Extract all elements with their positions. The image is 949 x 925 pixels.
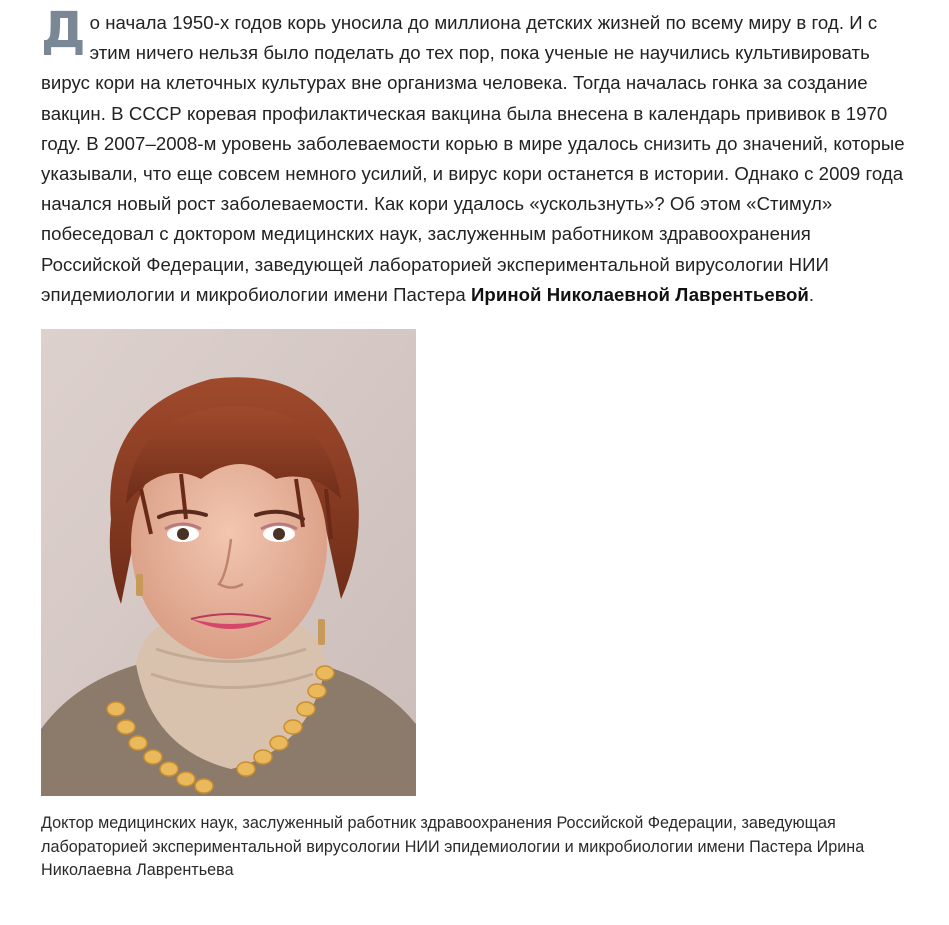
portrait-photo	[41, 329, 416, 796]
lead-paragraph	[41, 1, 911, 310]
photo-caption: Доктор медицинских наук, заслуженный работник здравоохранения Российской Федерации, заведующая лабораторией экспериментальной вирусологии НИИ эпидемиологии и микробиологии имени Пастера Ирина Николаевна Лаврентьева	[41, 814, 865, 880]
article	[41, 1, 911, 883]
lead-text: о начала 1950-х годов корь уносила до миллиона детских жизней по всему миру в год. И с этим ничего нельзя было поделать до тех пор, пока ученые не научились культивировать вирус кори на клеточных культурах вне организма человека. Тогда началась гонка за создание вакцин. В СССР коревая профилактическая вакцина была внесена в календарь прививок в 1970 году. В 2007–2008-м уровень заболеваемости корью в мире удалось снизить до значений, которые указывали, что еще совсем немного усилий, и вирус кори останется в истории. Однако с 2009 года начался новый рост заболеваемости. Как кори удалось «ускользнуть»? Об этом «Стимул» побеседовал с доктором медицинских наук, заслуженным работником здравоохранения Российской Федерации, заведующей лабораторией экспериментальной вирусологии НИИ эпидемиологии и микробиологии имени Пастера	[41, 12, 905, 305]
figure	[41, 329, 911, 883]
interviewee-name: Ириной Николаевной Лаврентьевой	[471, 283, 809, 305]
lead-end: .	[808, 283, 815, 305]
drop-cap: Д	[41, 1, 86, 59]
